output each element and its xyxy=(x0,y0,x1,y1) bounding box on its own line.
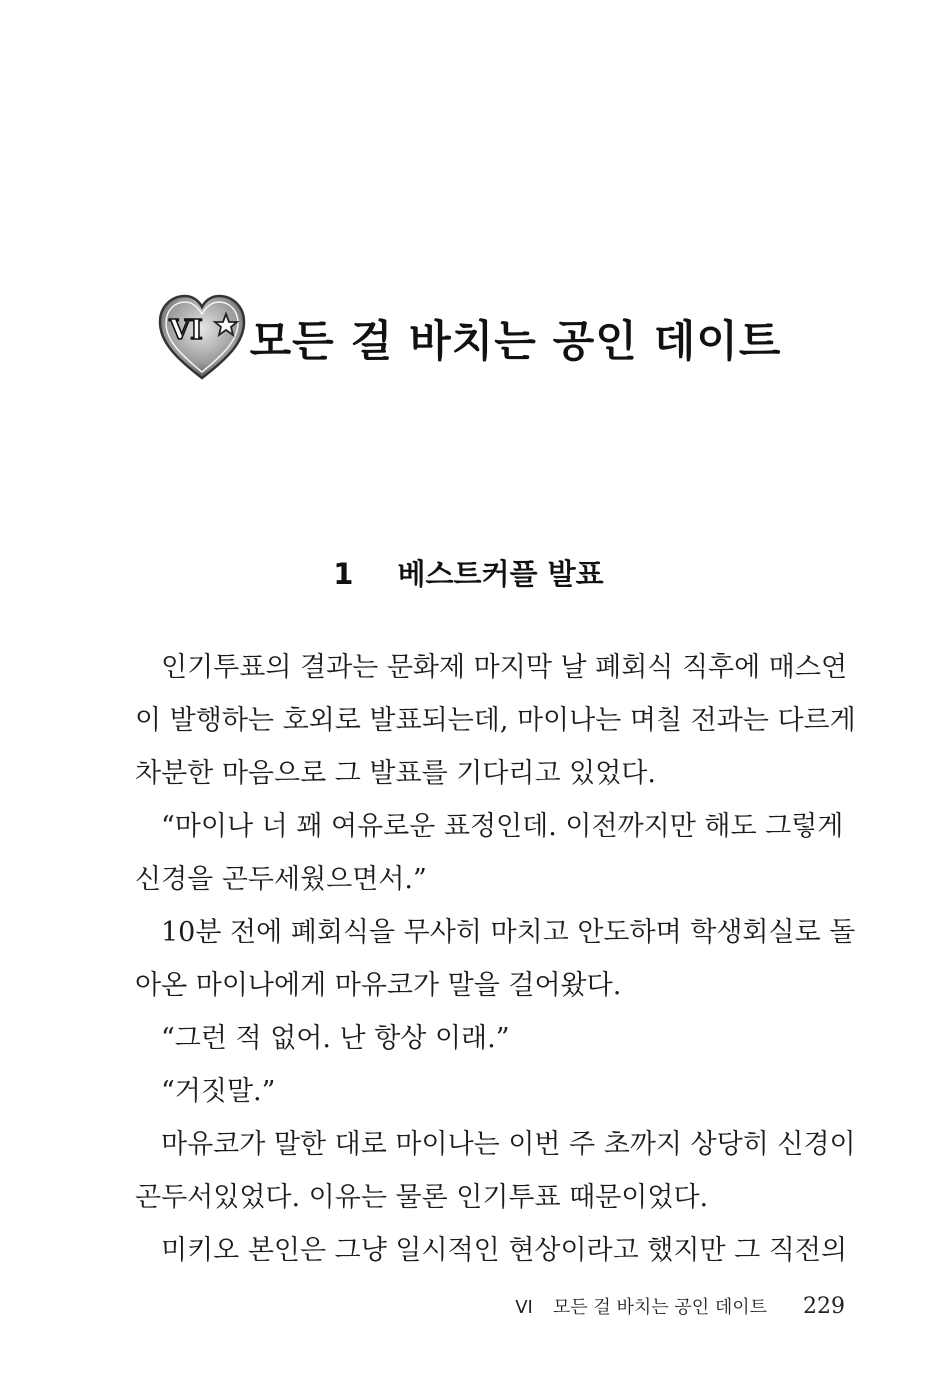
body-line: 곤두서있었다. 이유는 물론 인기투표 때문이었다. xyxy=(135,1182,709,1213)
chapter-numeral: VI xyxy=(168,315,203,346)
body-line: 10분 전에 폐회식을 무사히 마치고 안도하며 학생회실로 돌 xyxy=(161,917,856,948)
body-line: 이 발행하는 호외로 발표되는데, 마이나는 며칠 전과는 다르게 xyxy=(135,705,856,736)
body-line: “마이나 너 꽤 여유로운 표정인데. 이전까지만 해도 그렇게 xyxy=(161,811,844,842)
footer-chapter-title: 모든 걸 바치는 공인 데이트 xyxy=(552,1297,767,1318)
body-line: 미키오 본인은 그냥 일시적인 현상이라고 했지만 그 직전의 xyxy=(161,1235,848,1266)
body-line: 차분한 마음으로 그 발표를 기다리고 있었다. xyxy=(135,758,656,789)
section-title: 베스트커플 발표 xyxy=(397,557,604,591)
running-footer xyxy=(515,1293,845,1319)
body-text xyxy=(135,641,856,1277)
page-number: 229 xyxy=(803,1294,845,1319)
footer-chapter-numeral: VI xyxy=(515,1297,533,1318)
body-line: 아온 마이나에게 마유코가 말을 걸어왔다. xyxy=(135,970,622,1001)
body-line: 마유코가 말한 대로 마이나는 이번 주 초까지 상당히 신경이 xyxy=(161,1129,856,1160)
section-heading xyxy=(0,552,937,593)
chapter-header xyxy=(0,292,937,384)
body-line: “그런 적 없어. 난 항상 이래.” xyxy=(161,1023,510,1054)
chapter-title: 모든 걸 바치는 공인 데이트 xyxy=(249,316,782,367)
body-line: 신경을 곤두세웠으면서.” xyxy=(135,864,427,895)
body-line: “거짓말.” xyxy=(161,1076,276,1107)
body-line: 인기투표의 결과는 문화제 마지막 날 폐회식 직후에 매스연 xyxy=(161,652,848,683)
section-number: 1 xyxy=(333,557,354,591)
heart-star-icon xyxy=(156,292,248,384)
